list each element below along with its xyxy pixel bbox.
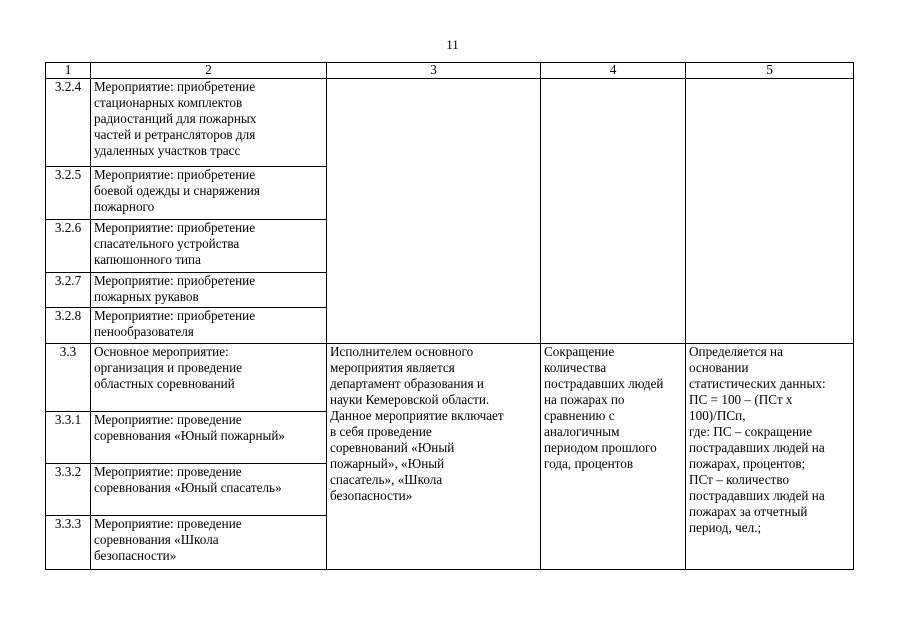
indicator-name: Сокращение количества пострадавших людей на пожарах по сравнению с аналогичным периодом прошлого года, процентов [541, 344, 686, 570]
executor-description: Исполнителем основного мероприятия является департамент образования и науки Кемеровской области. Данное мероприятие включает в себя проведение соревнований «Юный пожарный», «Юный спасатель», «Школа безопасности» [327, 344, 541, 570]
row-text: Мероприятие: проведение соревнования «Юный пожарный» [91, 412, 327, 464]
page-number: 11 [446, 37, 459, 52]
row-number: 3.3.1 [46, 412, 91, 464]
row-number: 3.3.3 [46, 516, 91, 570]
header-cell: 4 [541, 63, 686, 79]
header-cell: 2 [91, 63, 327, 79]
table-row [46, 344, 854, 412]
row-text: Мероприятие: приобретение боевой одежды и снаряжения пожарного [91, 167, 327, 220]
measures-table [45, 62, 854, 570]
row-number: 3.2.5 [46, 167, 91, 220]
header-cell: 5 [686, 63, 854, 79]
row-number: 3.3 [46, 344, 91, 412]
row-text: Мероприятие: проведение соревнования «Школа безопасности» [91, 516, 327, 570]
row-text: Мероприятие: приобретение пенообразователя [91, 308, 327, 344]
indicator-formula: Определяется на основании статистических данных: ПС = 100 – (ПСт х 100)/ПСп, где: ПС – сокращение пострадавших людей на пожарах, процентов; ПСт – количество пострадавших людей на пожарах за отчетный период, чел.; [686, 344, 854, 570]
header-cell: 3 [327, 63, 541, 79]
table-row [46, 79, 854, 167]
row-text: Мероприятие: приобретение спасательного устройства капюшонного типа [91, 220, 327, 273]
empty-cell-col4 [541, 79, 686, 344]
row-text: Основное мероприятие: организация и проведение областных соревнований [91, 344, 327, 412]
empty-cell-col3 [327, 79, 541, 344]
row-number: 3.3.2 [46, 464, 91, 516]
row-text: Мероприятие: приобретение пожарных рукавов [91, 273, 327, 308]
row-number: 3.2.4 [46, 79, 91, 167]
row-number: 3.2.6 [46, 220, 91, 273]
row-number: 3.2.8 [46, 308, 91, 344]
empty-cell-col5 [686, 79, 854, 344]
header-cell: 1 [46, 63, 91, 79]
row-number: 3.2.7 [46, 273, 91, 308]
row-text: Мероприятие: приобретение стационарных комплектов радиостанций для пожарных частей и ретрансляторов для удаленных участков трасс [91, 79, 327, 167]
header-row [46, 63, 854, 79]
row-text: Мероприятие: проведение соревнования «Юный спасатель» [91, 464, 327, 516]
